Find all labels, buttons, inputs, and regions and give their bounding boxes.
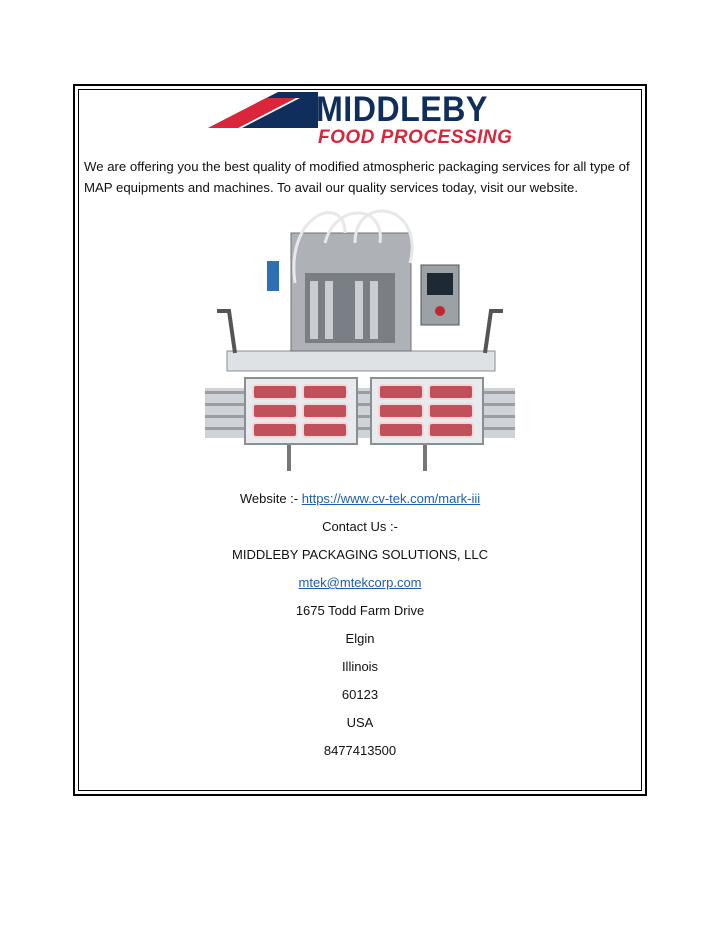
website-label: Website :- — [239, 491, 302, 506]
email-link[interactable]: mtek@mtekcorp.com — [298, 575, 422, 590]
phone-number: 8477413500 — [323, 743, 397, 758]
email-line — [78, 572, 642, 600]
zip-code: 60123 — [341, 687, 379, 702]
contact-section — [78, 488, 642, 768]
country: USA — [346, 715, 374, 730]
logo-word-middleby: MIDDLEBY — [316, 90, 488, 129]
city: Elgin — [345, 631, 375, 646]
middleby-logo — [208, 92, 518, 152]
contact-heading: Contact Us :- — [322, 519, 398, 534]
logo-chevron-icon — [208, 92, 318, 132]
packaging-machine-image — [205, 203, 515, 478]
intro-paragraph: We are offering you the best quality of modified atmospheric packaging services for all type of MAP equipments and machines. To avail our quality services today, visit our website. — [84, 159, 630, 195]
street-address: 1675 Todd Farm Drive — [295, 603, 425, 618]
state: Illinois — [341, 659, 379, 674]
website-link[interactable]: https://www.cv-tek.com/mark-iii — [301, 491, 481, 506]
logo-word-food-processing: FOOD PROCESSING — [318, 127, 513, 148]
company-name: MIDDLEBY PACKAGING SOLUTIONS, LLC — [232, 547, 488, 562]
website-line — [78, 488, 642, 516]
